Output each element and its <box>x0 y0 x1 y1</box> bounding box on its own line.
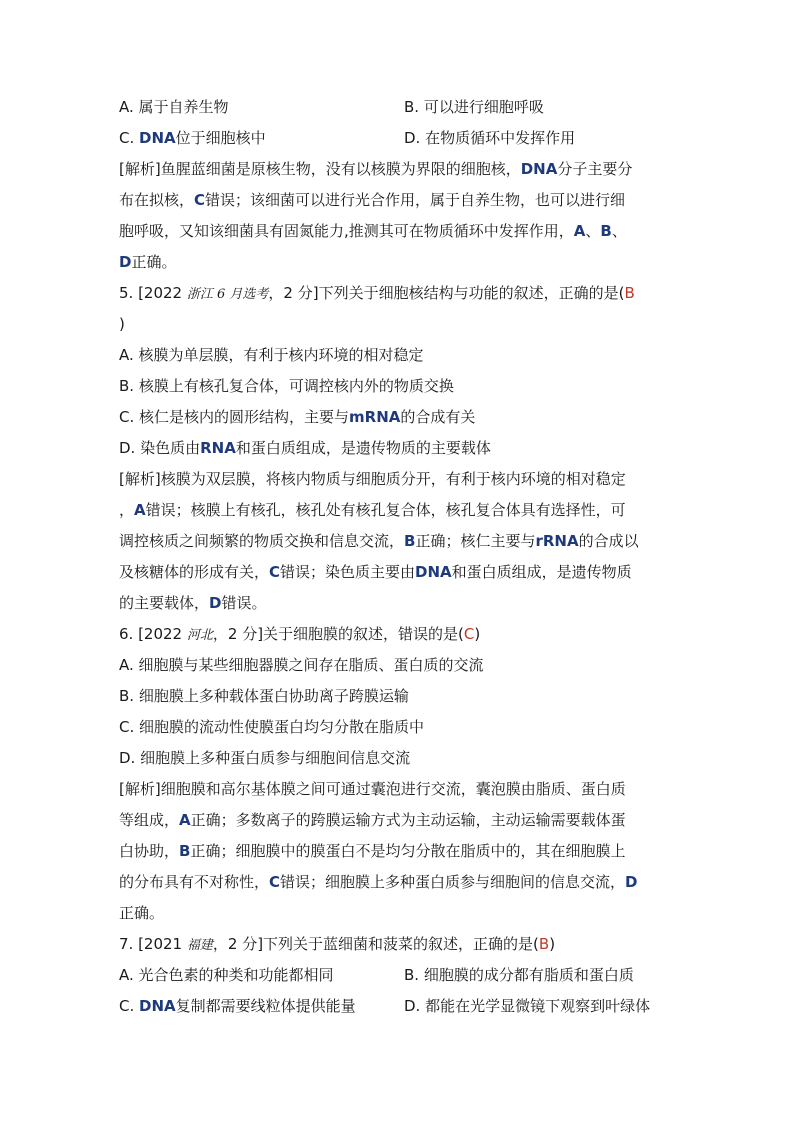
q4-option-d: D. 在物质循环中发挥作用 <box>404 129 576 147</box>
q4-option-a: A. 属于自养生物 <box>119 98 229 116</box>
q4-options-row-2 <box>119 123 679 154</box>
q5-explanation-line-5 <box>119 588 679 619</box>
q5-source: 浙江 6 月选考 <box>186 287 269 302</box>
q5-exp5-a: 的主要载体， <box>119 594 210 612</box>
q5-answer: B <box>624 284 635 302</box>
q4-exp1-c: 分子主要分 <box>557 160 633 178</box>
q5-stem-b: ，2 分]下列关于细胞核结构与功能的叙述，正确的是( <box>268 284 625 302</box>
q7-options-row-1 <box>119 960 679 991</box>
q5-exp4-e: 和蛋白质组成，是遗传物质 <box>451 563 632 581</box>
q4-explanation-line-4 <box>119 247 679 278</box>
q4-explanation-line-1 <box>119 154 679 185</box>
q7-source: 福建 <box>186 938 213 953</box>
q7-optC-b: DNA <box>139 997 176 1015</box>
q6-exp3-a: 白协助， <box>119 842 180 860</box>
document-page <box>119 92 679 1022</box>
q5-optD-a: D. 染色质由 <box>119 439 201 457</box>
q4-option-c-letter: C. <box>119 129 140 147</box>
q6-explanation-line-3 <box>119 836 679 867</box>
q5-option-d <box>119 433 679 464</box>
q7-stem-a: 7. [2021 <box>119 935 187 953</box>
q7-option-c <box>119 991 404 1022</box>
q5-exp2-a: ， <box>119 501 135 519</box>
q4-explanation-line-3 <box>119 216 679 247</box>
q6-option-d: D. 细胞膜上多种蛋白质参与细胞间信息交流 <box>119 749 411 767</box>
q5-exp2-c: 错误；核膜上有核孔，核孔处有核孔复合体，核孔复合体具有选择性，可 <box>145 501 626 519</box>
q4-exp2-a: 布在拟核， <box>119 191 195 209</box>
q5-stem-close: ) <box>119 315 125 333</box>
q4-exp3-e: 、 <box>611 222 627 240</box>
q5-exp3-d: rRNA <box>535 532 579 550</box>
q4-exp3-c: 、 <box>585 222 601 240</box>
q6-option-a: A. 细胞膜与某些细胞器膜之间存在脂质、蛋白质的交流 <box>119 656 484 674</box>
q5-optD-c: 和蛋白质组成，是遗传物质的主要载体 <box>235 439 491 457</box>
q6-exp4-d: D <box>625 873 638 891</box>
q4-exp1-b: DNA <box>520 160 558 178</box>
q6-exp3-c: 正确；细胞膜中的膜蛋白不是均匀分散在脂质中的，其在细胞膜上 <box>190 842 626 860</box>
q5-explanation-line-2 <box>119 495 679 526</box>
q6-explanation-line-4 <box>119 867 679 898</box>
q4-option-c-text: 位于细胞核中 <box>175 129 266 147</box>
q6-explanation-line-1: [解析]细胞膜和高尔基体膜之间可通过囊泡进行交流，囊泡膜由脂质、蛋白质 <box>119 780 626 798</box>
q5-explanation-line-1: [解析]核膜为双层膜，将核内物质与细胞质分开，有利于核内环境的相对稳定 <box>119 470 626 488</box>
q5-explanation-line-4 <box>119 557 679 588</box>
q6-exp2-c: 正确；多数离子的跨膜运输方式为主动运输，主动运输需要载体蛋 <box>190 811 626 829</box>
q6-exp4-a: 的分布具有不对称性， <box>119 873 270 891</box>
q4-option-b: B. 可以进行细胞呼吸 <box>404 98 544 116</box>
q5-optC-b: mRNA <box>349 408 401 426</box>
q5-option-c <box>119 402 679 433</box>
q6-stem-b: ，2 分]关于细胞膜的叙述，错误的是( <box>212 625 464 643</box>
q6-exp3-b: B <box>179 842 191 860</box>
q6-exp2-a: 等组成， <box>119 811 180 829</box>
q7-optC-c: 复制都需要线粒体提供能量 <box>175 997 356 1015</box>
q5-exp4-a: 及核糖体的形成有关， <box>119 563 270 581</box>
q4-exp2-c: 错误；该细菌可以进行光合作用，属于自养生物，也可以进行细 <box>205 191 626 209</box>
q6-option-b: B. 细胞膜上多种载体蛋白协助离子跨膜运输 <box>119 687 409 705</box>
q4-exp3-a: 胞呼吸，又知该细菌具有固氮能力,推测其可在物质循环中发挥作用， <box>119 222 574 240</box>
q6-exp4-c: 错误；细胞膜上多种蛋白质参与细胞间的信息交流， <box>280 873 626 891</box>
q4-option-c <box>119 123 404 154</box>
q5-optD-b: RNA <box>200 439 236 457</box>
q7-options-row-2 <box>119 991 679 1022</box>
q5-exp2-b: A <box>134 501 146 519</box>
q4-option-c-term: DNA <box>139 129 176 147</box>
q4-exp1-a: [解析]鱼腥蓝细菌是原核生物，没有以核膜为界限的细胞核， <box>119 160 521 178</box>
q6-explanation-line-2 <box>119 805 679 836</box>
q5-exp3-e: 的合成以 <box>578 532 639 550</box>
q6-stem <box>119 619 679 650</box>
q5-exp3-c: 正确；核仁主要与 <box>415 532 536 550</box>
q5-explanation-line-3 <box>119 526 679 557</box>
q6-option-c: C. 细胞膜的流动性使膜蛋白均匀分散在脂质中 <box>119 718 425 736</box>
q4-exp4-a: D <box>119 253 132 271</box>
q5-optC-a: C. 核仁是核内的圆形结构，主要与 <box>119 408 350 426</box>
q5-exp3-a: 调控核质之间频繁的物质交换和信息交流， <box>119 532 405 550</box>
q6-stem-a: 6. [2022 <box>119 625 187 643</box>
q5-exp4-c: 错误；染色质主要由 <box>280 563 416 581</box>
q5-stem <box>119 278 679 309</box>
q5-exp4-d: DNA <box>415 563 452 581</box>
q7-option-d: D. 都能在光学显微镜下观察到叶绿体 <box>404 997 651 1015</box>
q4-explanation-line-2 <box>119 185 679 216</box>
q7-option-a: A. 光合色素的种类和功能都相同 <box>119 966 334 984</box>
q7-stem <box>119 929 679 960</box>
q7-option-b: B. 细胞膜的成分都有脂质和蛋白质 <box>404 966 634 984</box>
q7-stem-b: ，2 分]下列关于蓝细菌和菠菜的叙述，正确的是( <box>212 935 539 953</box>
q5-exp3-b: B <box>404 532 416 550</box>
q6-explanation-line-5: 正确。 <box>119 904 165 922</box>
q5-exp4-b: C <box>269 563 281 581</box>
q5-optC-c: 的合成有关 <box>400 408 476 426</box>
q5-option-a: A. 核膜为单层膜，有利于核内环境的相对稳定 <box>119 346 424 364</box>
q4-exp2-b: C <box>194 191 206 209</box>
q7-stem-c: ) <box>549 935 556 953</box>
q6-source: 河北 <box>186 628 213 643</box>
q7-answer: B <box>538 935 550 953</box>
q4-options-row-1 <box>119 92 679 123</box>
q6-answer: C <box>463 625 475 643</box>
q6-exp2-b: A <box>179 811 191 829</box>
q5-option-b: B. 核膜上有核孔复合体，可调控核内外的物质交换 <box>119 377 454 395</box>
q4-exp3-b: A <box>573 222 586 240</box>
q5-exp5-b: D <box>209 594 222 612</box>
q6-exp4-b: C <box>269 873 281 891</box>
q7-optC-a: C. <box>119 997 140 1015</box>
q5-stem-a: 5. [2022 <box>119 284 187 302</box>
q4-exp4-b: 正确。 <box>131 253 177 271</box>
q4-exp3-d: B <box>600 222 612 240</box>
q5-exp5-c: 错误。 <box>221 594 267 612</box>
q6-stem-c: ) <box>474 625 481 643</box>
